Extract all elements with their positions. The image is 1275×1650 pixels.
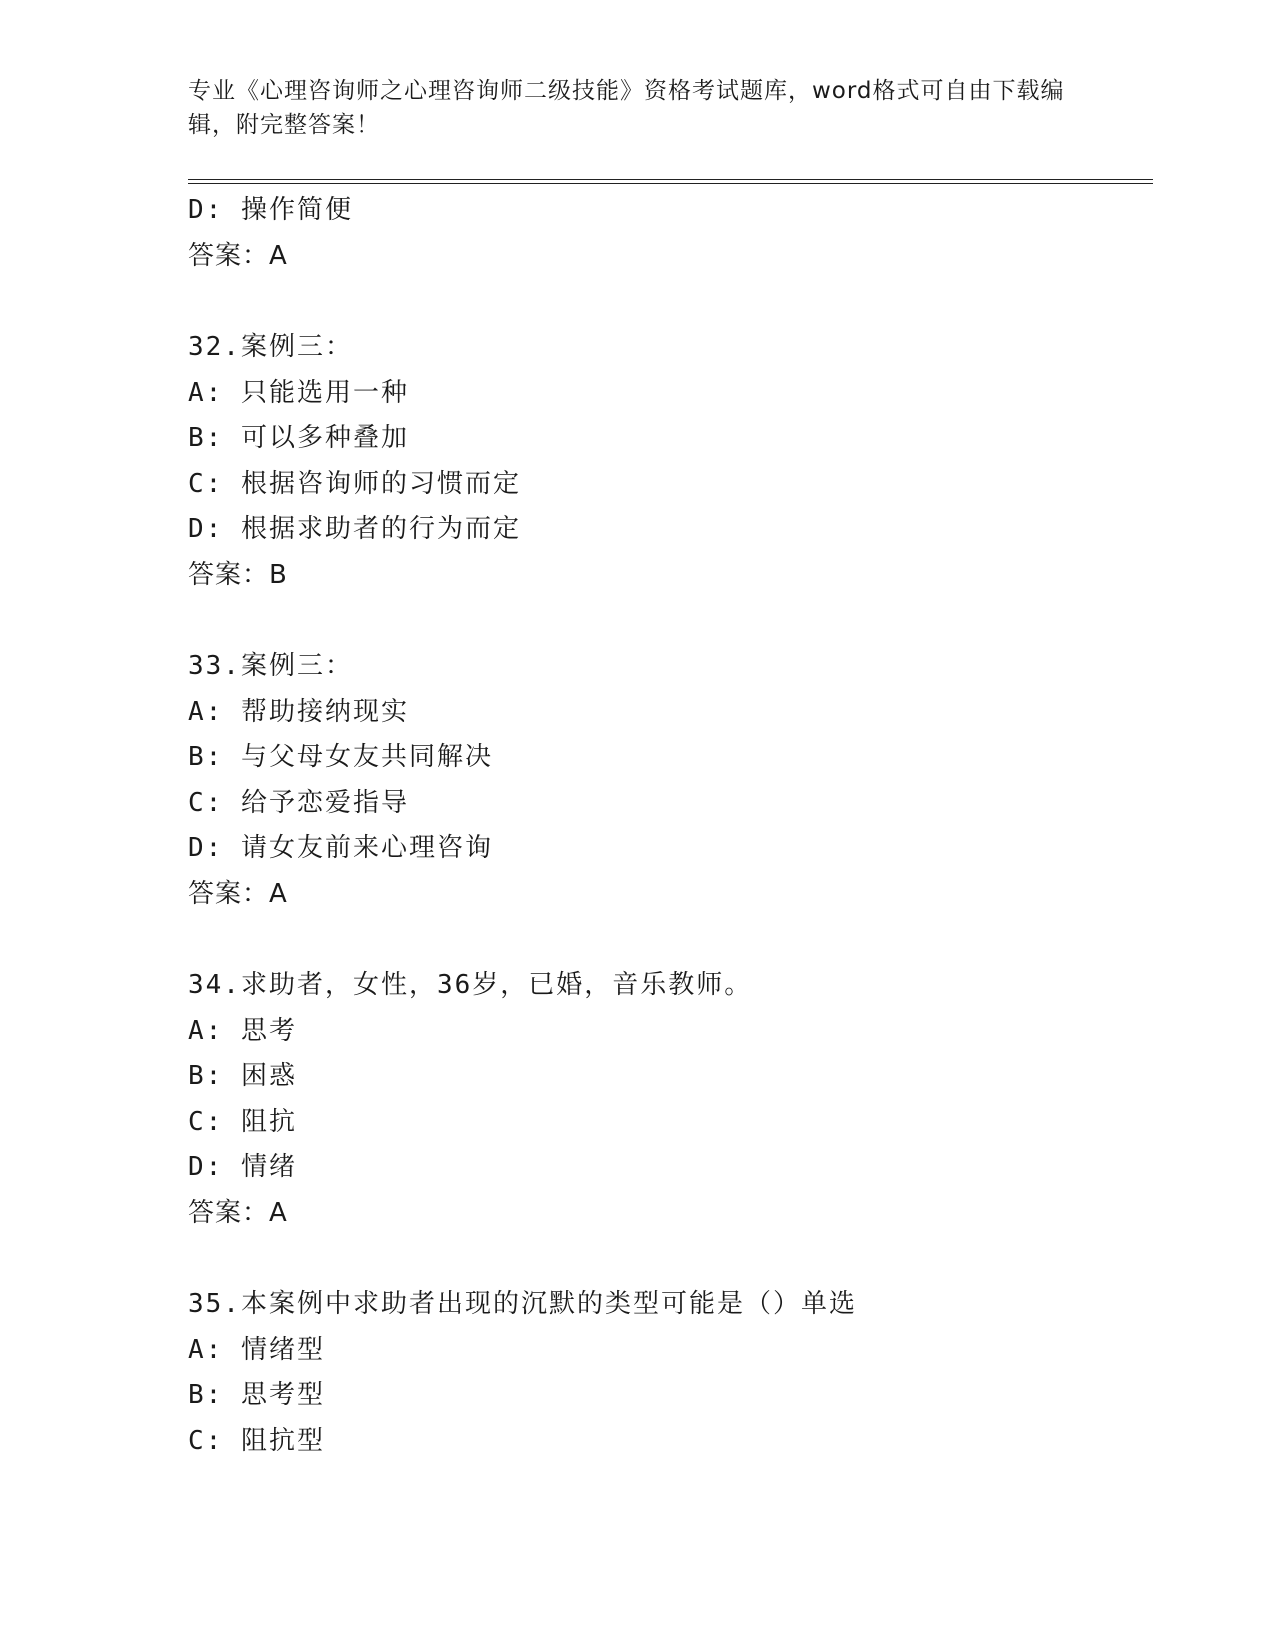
question-33 [188, 651, 1153, 909]
question-34 [188, 970, 1153, 1228]
header-divider-top [188, 179, 1153, 180]
option-d: D: 请女友前来心理咨询 [188, 833, 493, 863]
question-32 [188, 332, 1153, 590]
question-35 [188, 1289, 1153, 1456]
option-d: D: 情绪 [188, 1152, 297, 1182]
question-title: 35.本案例中求助者出现的沉默的类型可能是（）单选 [188, 1289, 857, 1319]
option-b: B: 思考型 [188, 1380, 325, 1410]
option-b: B: 可以多种叠加 [188, 423, 409, 453]
option-c: C: 根据咨询师的习惯而定 [188, 468, 521, 499]
header-divider-bottom [188, 183, 1153, 184]
option-c: C: 阻抗型 [188, 1425, 325, 1456]
answer: 答案：A [188, 240, 288, 271]
answer: 答案：B [188, 559, 288, 590]
document-header: 专业《心理咨询师之心理咨询师二级技能》资格考试题库，word格式可自由下载编辑，附完整答案！ [188, 78, 1065, 138]
question-title: 32.案例三： [188, 332, 353, 362]
question-title: 33.案例三： [188, 651, 353, 681]
option-b: B: 与父母女友共同解决 [188, 742, 493, 772]
answer: 答案：A [188, 878, 288, 909]
option-c: C: 阻抗 [188, 1106, 297, 1137]
option-a: A: 情绪型 [188, 1334, 325, 1365]
question-title: 34.求助者，女性，36岁，已婚，音乐教师。 [188, 970, 753, 1000]
question-list [188, 188, 1153, 1456]
option-d: D: 操作简便 [188, 195, 353, 225]
option-c: C: 给予恋爱指导 [188, 787, 409, 818]
option-a: A: 帮助接纳现实 [188, 696, 409, 727]
option-b: B: 困惑 [188, 1061, 297, 1091]
option-a: A: 思考 [188, 1015, 297, 1046]
option-d: D: 根据求助者的行为而定 [188, 514, 521, 544]
question-31-partial [188, 195, 1153, 271]
option-a: A: 只能选用一种 [188, 377, 409, 408]
answer: 答案：A [188, 1197, 288, 1228]
